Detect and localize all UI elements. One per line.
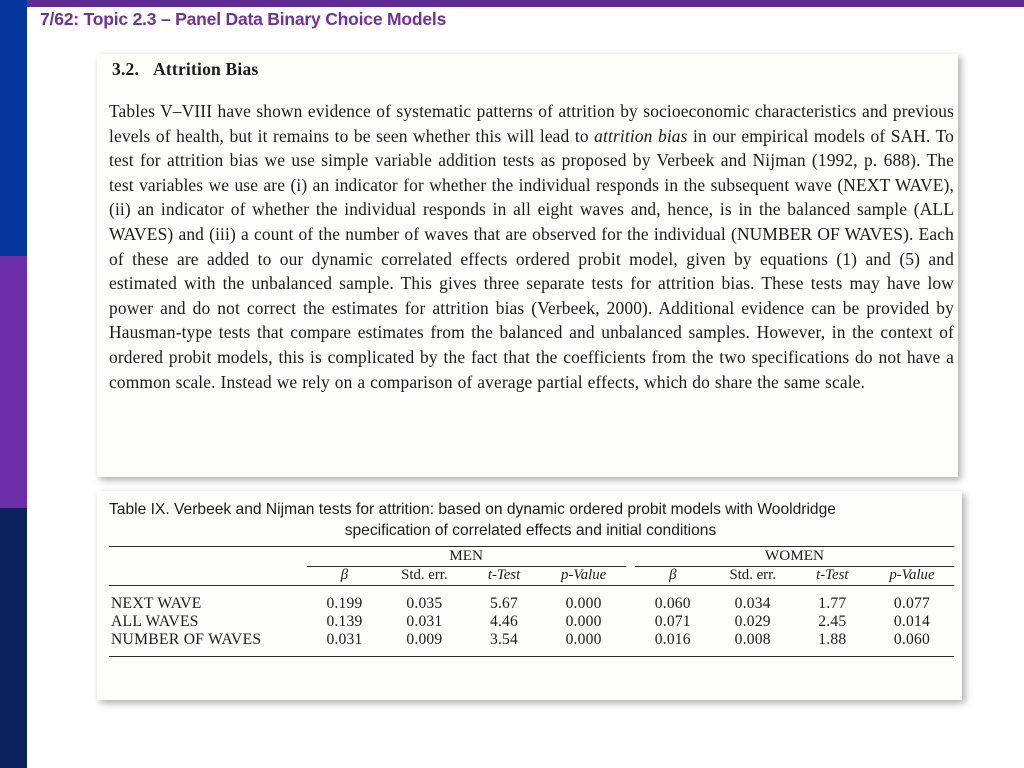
cell-gap: [626, 595, 635, 613]
body-paragraph: [109, 99, 954, 394]
table-header-spacer: [109, 586, 954, 596]
group-header-blank: [109, 547, 307, 566]
cell-men-p-value: 0.000: [565, 595, 602, 612]
cell-women-p-value: 0.077: [893, 595, 930, 612]
emphasis-run: attrition bias: [594, 125, 688, 146]
cell-women-std-err: 0.034: [734, 595, 771, 612]
column-header-men-std-err: Std. err.: [401, 567, 448, 583]
cell-men-t-test: 4.46: [489, 613, 519, 630]
cell-gap: [626, 613, 635, 631]
cell-men-std-err: 0.035: [406, 595, 443, 612]
column-header-gap: [626, 567, 635, 585]
group-header-women: WOMEN: [764, 547, 824, 564]
cell-men-beta: 0.199: [326, 595, 363, 612]
section-number: 3.2.: [112, 59, 140, 79]
cell-women-beta: 0.060: [654, 595, 691, 612]
cell-women-std-err: 0.008: [734, 631, 771, 648]
slide-title: 7/62: Topic 2.3 – Panel Data Binary Choice Models: [40, 9, 447, 29]
table-caption-line-1: Table IX. Verbeek and Nijman tests for attrition: based on dynamic ordered probit models with Wooldridge: [109, 501, 836, 518]
table-caption: [109, 499, 952, 541]
cell-men-std-err: 0.009: [406, 631, 443, 648]
sidebar-band-blue: [0, 0, 27, 256]
cell-women-t-test: 2.45: [818, 613, 847, 630]
table-column-header-row: [109, 567, 954, 585]
cell-men-std-err: 0.031: [406, 613, 443, 630]
row-label: NUMBER OF WAVES: [111, 631, 262, 648]
sidebar-band-purple: [0, 256, 27, 508]
column-header-women-beta: β: [669, 567, 677, 583]
table-row: [109, 595, 954, 613]
cell-women-t-test: 1.88: [818, 631, 847, 648]
cell-men-t-test: 3.54: [489, 631, 519, 648]
cell-women-p-value: 0.014: [893, 613, 930, 630]
cell-men-p-value: 0.000: [565, 613, 602, 630]
group-header-gap: [626, 547, 635, 566]
scanned-paper-table-panel: [97, 491, 962, 700]
row-label: ALL WAVES: [111, 613, 199, 630]
column-header-men-p-value: p-Value: [561, 567, 607, 583]
attrition-test-results-table: [109, 545, 954, 657]
cell-men-beta: 0.139: [326, 613, 363, 630]
column-header-women-p-value: p-Value: [889, 567, 935, 583]
cell-gap: [626, 631, 635, 649]
cell-women-beta: 0.016: [654, 631, 691, 648]
cell-men-p-value: 0.000: [565, 631, 602, 648]
slide-top-accent-bar: [27, 0, 1024, 7]
sidebar-band-navy: [0, 508, 27, 768]
cell-men-t-test: 5.67: [489, 595, 519, 612]
column-header-women-std-err: Std. err.: [729, 567, 776, 583]
text-run: Tables V–VIII have shown evidence of systematic patterns of attrition by socioeconomic characteristics and previous levels of health, but it remains to be seen whether this will lead to: [109, 101, 954, 146]
cell-women-t-test: 1.77: [818, 595, 847, 612]
cell-women-p-value: 0.060: [893, 631, 930, 648]
table-row: [109, 613, 954, 631]
cell-women-std-err: 0.029: [734, 613, 771, 630]
table-group-header-row: [109, 547, 954, 566]
cell-men-beta: 0.031: [326, 631, 363, 648]
column-header-women-t-test: t-Test: [816, 567, 849, 583]
table-bottom-rule: [109, 655, 954, 657]
text-run: in our empirical models of SAH. To test for attrition bias we use simple variable addition tests as proposed by Verbeek and Nijman (1992, p. 688). The test variables we use are (i) an indicator for whether the individual responds in the subsequent wave (NEXT WAVE), (ii) an indicator of whether the individual responds in all eight waves and, hence, is in the balanced sample (ALL WAVES) and (iii) a count of the number of waves that are observed for the individual (NUMBER OF WAVES). Each of these are added to our dynamic correlated effects ordered probit model, given by equations (1) and (5) and estimated with the unbalanced sample. This gives three separate tests for attrition bias. These tests may have low power and do not correct the estimates for attrition bias (Verbeek, 2000). Additional evidence can be provided by Hausman-type tests that compare estimates from the balanced and unbalanced samples. However, in the context of ordered probit models, this is complicated by the fact that the coefficients from the two specifications do not have a common scale. Instead we rely on a comparison of average partial effects, which do share the same scale.: [109, 125, 954, 392]
column-header-blank: [109, 567, 307, 585]
scanned-paper-body-panel: [97, 54, 958, 477]
column-header-men-t-test: t-Test: [487, 567, 521, 583]
column-header-men-beta: β: [340, 567, 349, 583]
group-header-men: MEN: [449, 547, 483, 564]
table-caption-line-2: specification of correlated effects and initial conditions: [344, 522, 717, 539]
section-heading: [112, 59, 258, 80]
section-title: Attrition Bias: [153, 59, 259, 79]
cell-women-beta: 0.071: [654, 613, 691, 630]
row-label: NEXT WAVE: [111, 595, 202, 612]
table-row: [109, 631, 954, 649]
